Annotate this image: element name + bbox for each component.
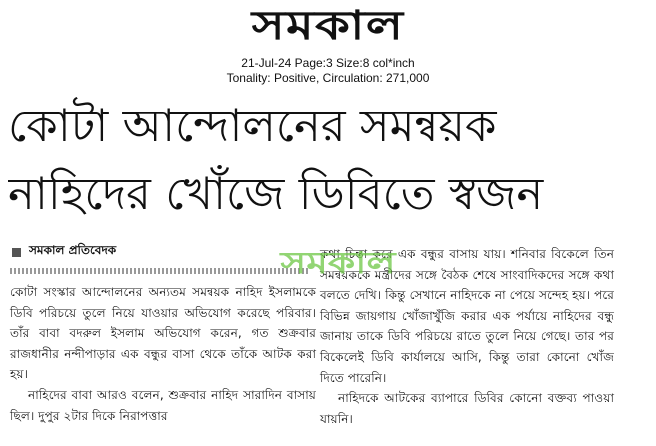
byline-divider [10,268,310,274]
article-column-right [320,244,614,429]
byline [10,242,316,262]
right-paragraph-2: নাহিদকে আটকের ব্যাপারে ডিবির কোনো বক্তব্য পাওয়া যায়নি। [320,391,614,426]
article-headline [8,92,648,228]
left-paragraph-1: কোটা সংস্কার আন্দোলনের অন্যতম সমন্বয়ক নাহিদ ইসলামকে ডিবি পরিচয়ে তুলে নিয়ে যাওয়ার অভিযোগ করেছে পরিবার। তাঁর বাবা বদরুল ইসলাম অভিযোগ করেন, গত শুক্রবার রাজধানীর নন্দীপাড়ার এক বন্ধুর বাসা থেকে তাঁকে আটক করা হয়। [10,285,316,382]
clip-metadata-date-page-size: 21-Jul-24 Page:3 Size:8 col*inch [241,56,415,70]
clip-metadata [0,56,656,86]
newspaper-masthead [0,0,656,52]
right-paragraph-1: কথা চিন্তা করে এক বন্ধুর বাসায় যায়। শনিবার বিকেলে তিন সমন্বয়ককে মন্ত্রীদের সঙ্গে বৈঠক শেষে সাংবাদিকদের সঙ্গে কথা বলতে দেখি। কিন্তু সেখানে নাহিদকে না পেয়ে সন্দেহ হয়। পরে বিভিন্ন জায়গায় খোঁজাখুঁজি করার এক পর্যায়ে নাহিদের বন্ধু জানায় তাকে ডিবি পরিচয়ে রাতে তুলে নিয়ে গেছে। তার পর বিকেলেই ডিবি কার্যালয়ে আসি, কিন্তু তারা কোনো খোঁজ দিতে পারেনি। [320,247,614,385]
article-column-left [10,242,316,426]
samakal-watermark-logo: সমকাল [280,245,396,281]
left-paragraph-2: নাহিদের বাবা আরও বলেন, শুক্রবার নাহিদ সারাদিন বাসায় ছিল। দুপুর ২টার দিকে নিরাপত্তার [10,387,316,423]
clip-metadata-tonality-circulation: Tonality: Positive, Circulation: 271,000 [226,71,430,85]
masthead-logo: সমকাল [251,2,405,49]
byline-text: সমকাল প্রতিবেদক [29,243,117,257]
headline-line-1: কোটা আন্দোলনের সমন্বয়ক [8,99,497,152]
headline-line-2: নাহিদের খোঁজে ডিবিতে স্বজন [8,167,544,220]
byline-square-icon [12,248,21,257]
